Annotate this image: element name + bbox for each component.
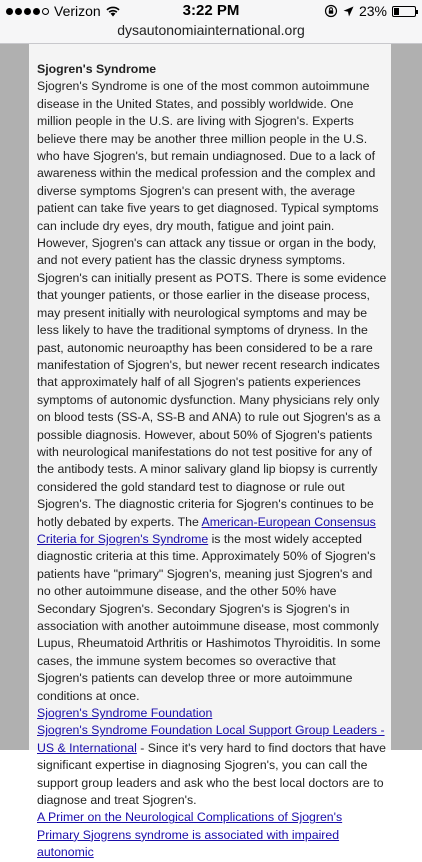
battery-level <box>394 8 399 15</box>
rotation-lock-icon <box>324 4 338 18</box>
article-body-part2: is the most widely accepted diagnostic criteria at this time. Approximately 50% of Sjogren's patients have "primary" Sjogren's, meaning just Sjogren's and no other autoimmune disease, and the other 50% have Secondary Sjogren's. Secondary Sjogren's is Sjogren's in association with another autoimmune disease, most commonly Lupus, Rheumatoid Arthritis or Hashimotos Thyroiditis. In some cases, the immune system becomes so overactive that Sjogren's patients can develop three or more autoimmune conditions at once. <box>37 531 381 703</box>
article-heading: Sjogren's Syndrome <box>37 62 157 76</box>
article <box>37 61 389 862</box>
carrier-name: Verizon <box>54 3 101 19</box>
support-group-link[interactable]: Sjogren's Syndrome Foundation Local Support Group Leaders - US & International <box>37 723 385 755</box>
article-body-part1: Sjogren's Syndrome is one of the most common autoimmune disease in the United States, and possibly worldwide. One million people in the U.S. are living with Sjogren's. Experts believe there may be another three million people in the U.S. who have Sjogren's, but remain undiagnosed. Due to a lack of awareness within the medical profession and the complex and diverse symptoms Sjogren's can present with, the average patient can take five years to get diagnosed. Typical symptoms can include dry eyes, dry mouth, fatigue and joint pain. However, Sjogren's can attack any tissue or organ in the body, and not every patient has the classic dryness symptoms. Sjogren's can initially present as POTS. There is some evidence that younger patients, or those earlier in the disease process, may present initially with neurological symptoms and may be less likely to have the traditional symptoms of dryness. In the past, autonomic neuroapthy has been considered to be a rare manifestation of Sjogren's, but newer recent research indicates that approximately half of all Sjogren's patients experiences symptoms of autonomic dysfunction. Many physicians rely only on blood tests (SS-A, SS-B and ANA) to rule out Sjogren's as a possible diagnosis. However, about 50% of Sjogren's patients with neurological manifestations do not test positive for any of the antibody tests. A minor salivary gland lip biopsy is currently considered the gold standard test to diagnose or rule out Sjogren's. The diagnostic criteria for Sjogren's continues to be hotly debated by experts. The <box>37 79 387 529</box>
battery-icon <box>392 6 416 17</box>
browser-chrome <box>0 0 422 44</box>
status-right <box>324 3 416 19</box>
web-page <box>0 44 422 860</box>
support-group-text: - Since it's very hard to find doctors that have significant expertise in diagnosing Sjogren's, you can call the support group leaders and ask who the best local doctors are to diagnose and treat Sjogren's. <box>37 740 386 808</box>
clock: 3:22 PM <box>182 2 240 19</box>
status-bar <box>0 0 422 22</box>
foundation-link[interactable]: Sjogren's Syndrome Foundation <box>37 706 213 721</box>
neurological-primer-link[interactable]: A Primer on the Neurological Complications of Sjogren's <box>37 810 343 825</box>
autonomic-study-link[interactable]: Primary Sjogrens syndrome is associated with impaired autonomic <box>37 827 340 860</box>
consensus-criteria-link[interactable]: American-European Consensus Criteria for Sjogren's Syndrome <box>37 514 376 546</box>
support-group-paragraph <box>37 722 389 809</box>
article-body <box>37 78 389 705</box>
url-bar[interactable]: dysautonomiainternational.org <box>117 22 305 38</box>
location-arrow-icon <box>343 6 354 17</box>
battery-percent: 23% <box>358 3 387 19</box>
